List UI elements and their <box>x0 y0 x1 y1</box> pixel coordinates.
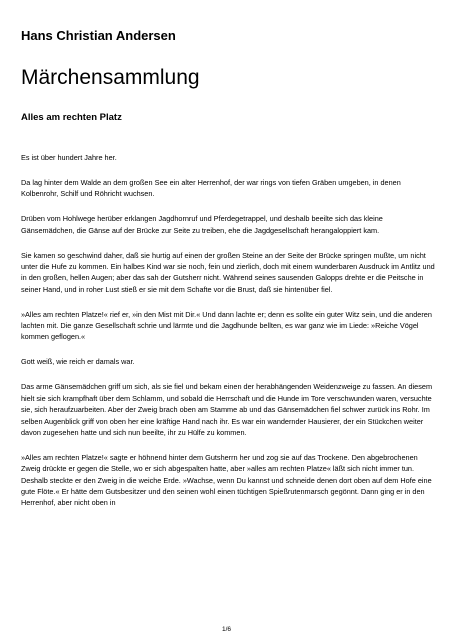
author-name: Hans Christian Andersen <box>21 28 176 43</box>
paragraph: Drüben vom Hohlwege herüber erklangen Jagdhornruf und Pferdegetrappel, und deshalb beeilte sich das kleine Gänsemädchen, die Gänse auf der Brücke zur Seite zu treiben, ehe die Jagdgesellschaft herangaloppiert kam. <box>21 214 383 235</box>
paragraph: Es ist über hundert Jahre her. <box>21 153 117 162</box>
paragraph: Gott weiß, wie reich er damals war. <box>21 357 135 367</box>
chapter-title: Alles am rechten Platz <box>21 112 122 123</box>
page-number: 1/6 <box>221 626 232 633</box>
paragraph: Sie kamen so geschwind daher, daß sie hurtig auf einen der großen Steine an der Seite der Brücke springen mußte, um nicht unter die Hufe zu kommen. Ein halbes Kind war sie noch, fein und zierlich, doch mit einem wunderbaren Ausdruck im Antlitz und in den großen, hellen Augen; aber das sah der Gutsherr nicht. Während seines sausenden Galopps drehte er die Peitsche in seiner Hand, und in roher Lust stieß er sie mit dem Schafte vor die Brust, daß sie hintenüber fiel. <box>21 250 435 294</box>
paragraph: Da lag hinter dem Walde an dem großen See ein alter Herrenhof, der war rings von tiefen Gräben umgeben, in denen Kolbenrohr, Schilf und Röhricht wuchsen. <box>21 177 401 199</box>
story-body <box>21 152 435 522</box>
book-title: Märchensammlung <box>21 66 200 89</box>
paragraph: Das arme Gänsemädchen griff um sich, als sie fiel und bekam einen der herabhängenden Weidenzweige zu fassen. An diesem hielt sie sich krampfhaft über dem Schlamm, und sobald die Herrschaft und die Hunde im Tore verschwunden waren, versuchte sie, sich heraufzuarbeiten. Aber der Zweig brach oben am Stamme ab und das Gänsemädchen fiel schwer zurück ins Rohr. Im selben Augenblick griff von oben her eine kräftige Hand nach ihr. Es war ein wandernder Hausierer, der ein Stückchen weiter davon zugesehen hatte und sich nun beeilte, ihr zu Hülfe zu kommen. <box>21 382 433 437</box>
paragraph: »Alles am rechten Platze!« rief er, »in den Mist mit Dir.« Und dann lachte er; denn es sollte ein guter Witz sein, und die anderen lachten mit. Die ganze Gesellschaft schrie und lärmte und die Jagdhunde bellten, es war ganz wie im Liede: »Reiche Vögel kommen geflogen.« <box>21 309 432 342</box>
paragraph: »Alles am rechten Platze!« sagte er höhnend hinter dem Gutsherrn her und zog sie auf das Trockene. Den abgebrochenen Zweig drückte er gegen die Stelle, wo er sich abgespalten hatte, aber »alles am rechten Platze« läßt sich nicht immer tun. Deshalb steckte er den Zweig in die weiche Erde. »Wachse, wenn Du kannst und schneide denen dort oben auf dem Hofe eine gute Flöte.« Er hätte dem Gutsbesitzer und den seinen wohl einen tüchtigen Spießrutenmarsch gegönnt. Dann ging er in den Herrenhof, aber nicht oben in <box>21 452 432 508</box>
